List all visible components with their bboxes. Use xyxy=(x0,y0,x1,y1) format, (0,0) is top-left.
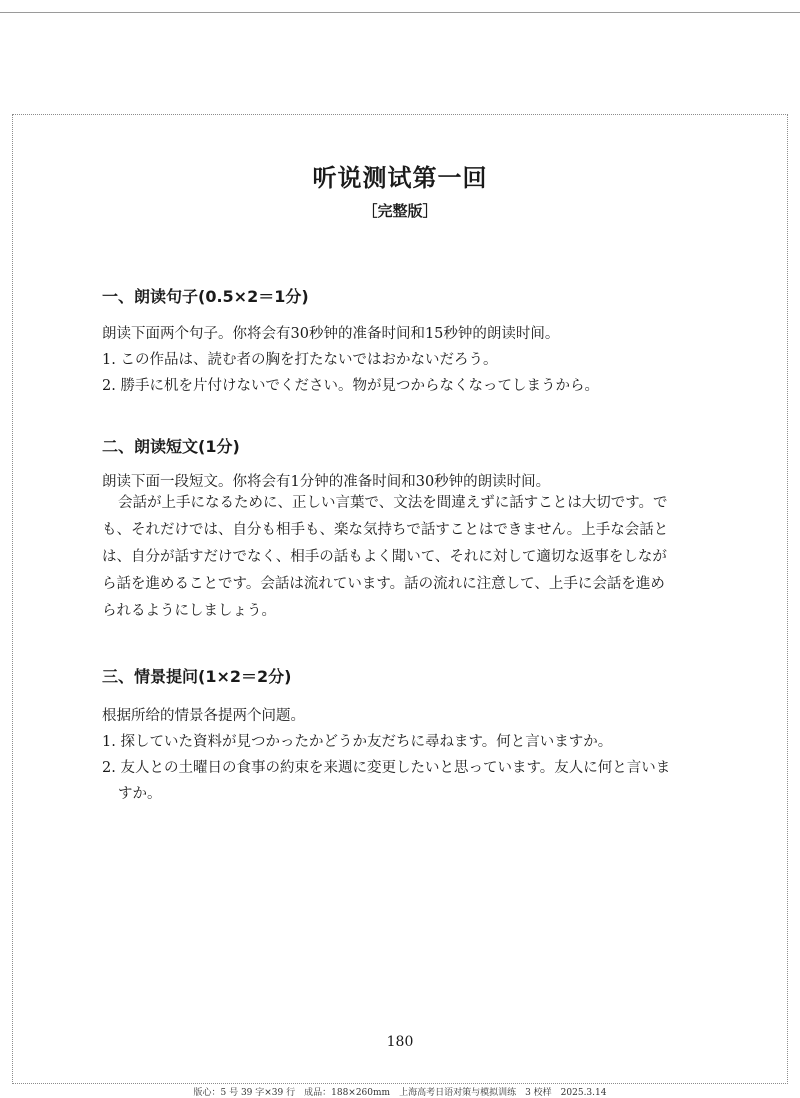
page-title: 听说测试第一回 xyxy=(312,164,488,192)
passage-line: ら話を進めることです。会話は流れています。話の流れに注意して、上手に会話を進め xyxy=(102,576,665,592)
top-rule xyxy=(0,12,800,13)
page-subtitle: ［完整版］ xyxy=(362,202,438,220)
section-3-instruction: 根据所给的情景各提两个问题。 xyxy=(102,708,305,724)
section-1-item-1: 1. この作品は、読む者の胸を打たないではおかないだろう。 xyxy=(102,352,498,368)
section-3-item-2-continued: すか。 xyxy=(118,786,162,802)
section-1-instruction: 朗读下面两个句子。你将会有30秒钟的准备时间和15秒钟的朗读时间。 xyxy=(102,326,560,342)
section-3-item-1: 1. 探していた資料が見つかったかどうか友だちに尋ねます。何と言いますか。 xyxy=(102,734,613,750)
section-3-item-2: 2. 友人との土曜日の食事の約束を来週に変更したいと思っています。友人に何と言いま xyxy=(102,760,671,776)
passage-line: 会話が上手になるために、正しい言葉で、文法を間違えずに話すことは大切です。で xyxy=(118,495,668,511)
passage-line: は、自分が話すだけでなく、相手の話もよく聞いて、それに対して適切な返事をしなが xyxy=(102,549,667,565)
section-2-passage xyxy=(102,490,702,625)
print-footer: 版心：5 号 39 字×39 行 成品：188×260mm 上海高考日语对策与模拟训练 3 校样 2025.3.14 xyxy=(193,1088,607,1098)
passage-line: られるようにしましょう。 xyxy=(102,603,276,619)
section-3-heading: 三、情景提问(1×2＝2分) xyxy=(102,667,292,686)
section-2-instruction: 朗读下面一段短文。你将会有1分钟的准备时间和30秒钟的朗读时间。 xyxy=(102,474,551,490)
section-1-heading: 一、朗读句子(0.5×2＝1分) xyxy=(102,287,309,306)
passage-line: も、それだけでは、自分も相手も、楽な気持ちで話すことはできません。上手な会話と xyxy=(102,522,669,538)
page-number: 180 xyxy=(386,1034,414,1050)
section-2-heading: 二、朗读短文(1分) xyxy=(102,437,240,456)
section-1-item-2: 2. 勝手に机を片付けないでください。物が見つからなくなってしまうから。 xyxy=(102,378,599,394)
